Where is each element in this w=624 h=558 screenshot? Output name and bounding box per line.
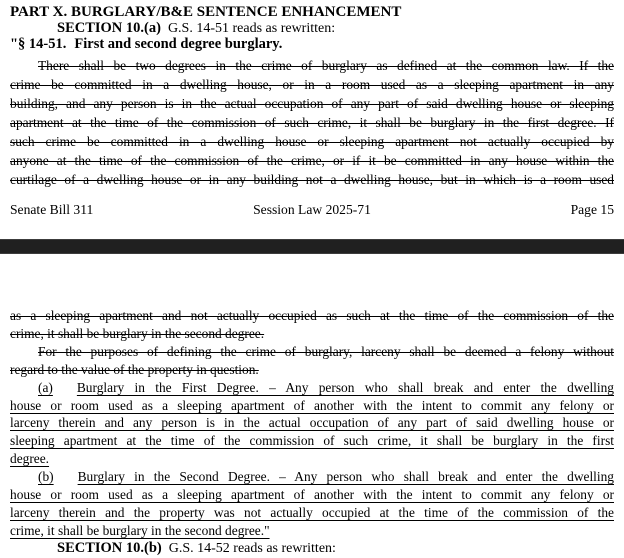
statute-heading <box>10 37 614 53</box>
page-footer <box>10 201 614 219</box>
underlined-line: degree. <box>10 451 50 467</box>
page-15 <box>0 0 624 239</box>
underlined-line: house or room used as a sleeping apartment of another with the intent to commit any felony or <box>10 397 614 413</box>
clipped-section-line <box>10 540 614 558</box>
page-16 <box>0 254 624 556</box>
underlined-line: Burglary in the Second Degree. – Any person who shall break and enter the dwelling <box>77 469 614 485</box>
struck-line: building, and any person is in the actual occupation of any part of said dwelling house or sleeping <box>10 96 614 112</box>
struck-line: crime be committed in a dwelling house, or in a room used as a sleeping apartment in any <box>10 77 614 93</box>
underlined-line: crime, it shall be burglary in the second degree." <box>10 522 270 538</box>
struck-line: There shall be two degrees in the crime of burglary as defined at the common law. If the <box>38 58 614 74</box>
subsection-b-first-line <box>10 468 614 486</box>
struck-line: regard to the value of the property in question. <box>10 361 259 377</box>
struck-paragraph-1 <box>10 57 614 189</box>
footer-page-number: Page 15 <box>570 201 614 217</box>
struck-line: crime, it shall be burglary in the second degree. <box>10 325 265 341</box>
underlined-line: larceny therein and the property was not actually occupied at the time of the commission of the <box>10 504 614 520</box>
part-title: PART X. BURGLARY/B&E SENTENCE ENHANCEMENT <box>10 4 402 20</box>
footer-session-law: Session Law 2025-71 <box>253 201 371 217</box>
tab-spacer <box>53 379 77 397</box>
footer-bill-number: Senate Bill 311 <box>10 201 94 217</box>
struck-line: For the purposes of defining the crime of burglary, larceny shall be deemed a felony without <box>38 343 614 359</box>
subsection-b-label: (b) <box>38 469 54 485</box>
indent-spacer <box>10 468 38 486</box>
clipped-section-label: SECTION 10.(b) <box>57 539 162 556</box>
struck-line: as a sleeping apartment and not actually occupied as such at the time of the commission of the <box>10 308 614 323</box>
tab-spacer <box>54 468 78 486</box>
underlined-line: house or room used as a sleeping apartment of another with the intent to commit any felony or <box>10 487 614 503</box>
subsection-a-first-line <box>10 379 614 397</box>
underlined-line: larceny therein and any person is in the actual occupation of any part of said dwelling house or <box>10 415 614 431</box>
struck-line: apartment at the time of the commission of such crime, it shall be burglary in the first degree. If <box>10 114 614 130</box>
subsection-a-label: (a) <box>38 379 53 395</box>
underlined-line: sleeping apartment at the time of the commission of such crime, it shall be burglary in the first <box>10 433 614 449</box>
page2-body <box>10 307 614 558</box>
section-line <box>10 21 614 37</box>
struck-line: such crime be committed in a dwelling house or sleeping apartment not actually occupied by <box>10 133 614 149</box>
statute-title: First and second degree burglary. <box>74 35 283 52</box>
indent-spacer <box>10 379 38 397</box>
struck-line: anyone at the time of the commission of the crime, or if it be committed in any house within the <box>10 152 614 168</box>
part-header <box>10 5 614 53</box>
section-label: SECTION 10.(a) <box>57 19 161 36</box>
page-break-bar <box>0 239 624 254</box>
clipped-section-text: G.S. 14-52 reads as rewritten: <box>168 540 336 556</box>
underlined-line: Burglary in the First Degree. – Any person who shall break and enter the dwelling <box>76 379 614 395</box>
struck-line: curtilage of a dwelling house or in any building not a dwelling house, but in which is a room used <box>10 171 614 187</box>
statute-number: "§ 14-51. <box>10 35 67 52</box>
section-text: G.S. 14-51 reads as rewritten: <box>167 20 336 36</box>
